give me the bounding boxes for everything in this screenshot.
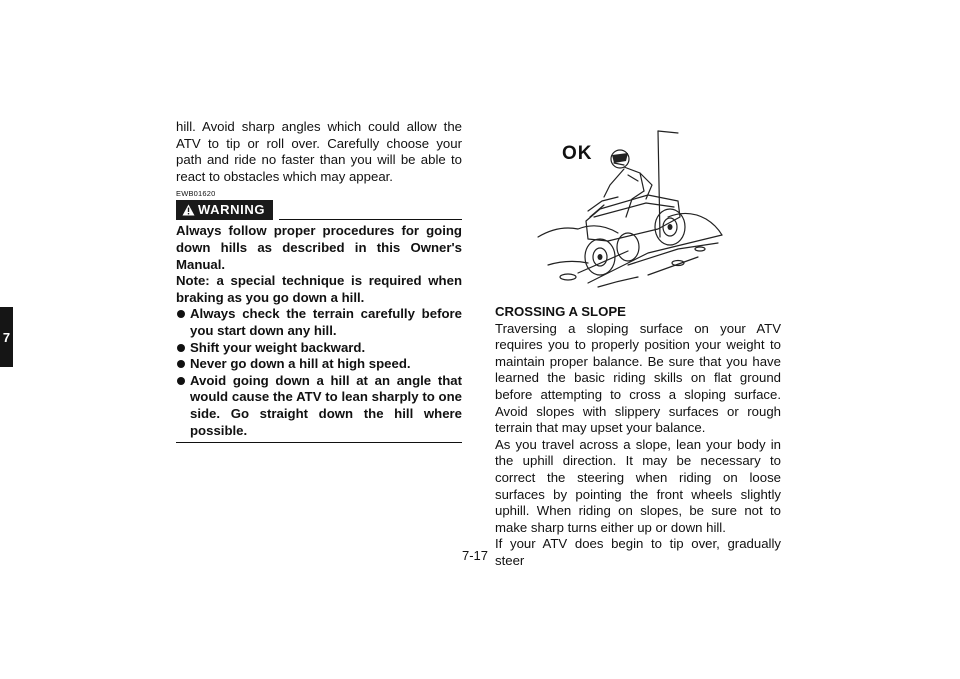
- list-item: Never go down a hill at high speed.: [176, 356, 462, 373]
- ok-label: OK: [562, 143, 593, 164]
- paragraph-3: If your ATV does begin to tip over, gradually steer: [495, 536, 781, 568]
- warning-code: EWB01620: [176, 189, 216, 199]
- warning-header: [176, 200, 462, 220]
- right-column: [495, 304, 781, 570]
- intro-paragraph: hill. Avoid sharp angles which could allow the ATV to tip or roll over. Carefully choose your path and ride no faster than you will be able to react to obstacles which may appear.: [176, 119, 462, 184]
- warning-rule: [279, 219, 462, 220]
- warning-body: [176, 223, 462, 439]
- paragraph-1: Traversing a sloping surface on your ATV requires you to properly position your weight to maintain proper balance. Be sure that you have learned the basic riding skills on flat ground before attempting to cross a sloping surface. Avoid slopes with slippery surfaces or rough terrain that may upset your balance.: [495, 320, 781, 436]
- list-item: Shift your weight backward.: [176, 340, 462, 357]
- warning-triangle-icon: [182, 204, 195, 216]
- atv-downhill-illustration: [528, 125, 724, 293]
- section-heading: CROSSING A SLOPE: [495, 304, 626, 319]
- list-item: Always check the terrain carefully before you start down any hill.: [176, 306, 462, 339]
- warning-bullets: [176, 306, 462, 439]
- page-number: 7-17: [462, 548, 489, 563]
- warning-text-1: Always follow proper procedures for going down hills as described in this Owner's Manual.: [176, 223, 462, 272]
- warning-badge: [176, 200, 273, 220]
- warning-label: WARNING: [198, 202, 266, 218]
- warning-end-rule: [176, 442, 462, 443]
- chapter-number: 7: [2, 329, 11, 345]
- left-column: [176, 119, 462, 443]
- warning-text-2: Note: a special technique is required when braking as you go down a hill.: [176, 273, 462, 305]
- paragraph-2: As you travel across a slope, lean your body in the uphill direction. It may be necessary to correct the steering when riding on loose surfaces by pointing the front wheels slightly uphill. When riding on slopes, be sure not to make sharp turns either up or down hill.: [495, 436, 781, 535]
- chapter-tab: [0, 307, 13, 367]
- list-item: Avoid going down a hill at an angle that would cause the ATV to lean sharply to one side. Go straight down the hill where possible.: [176, 373, 462, 439]
